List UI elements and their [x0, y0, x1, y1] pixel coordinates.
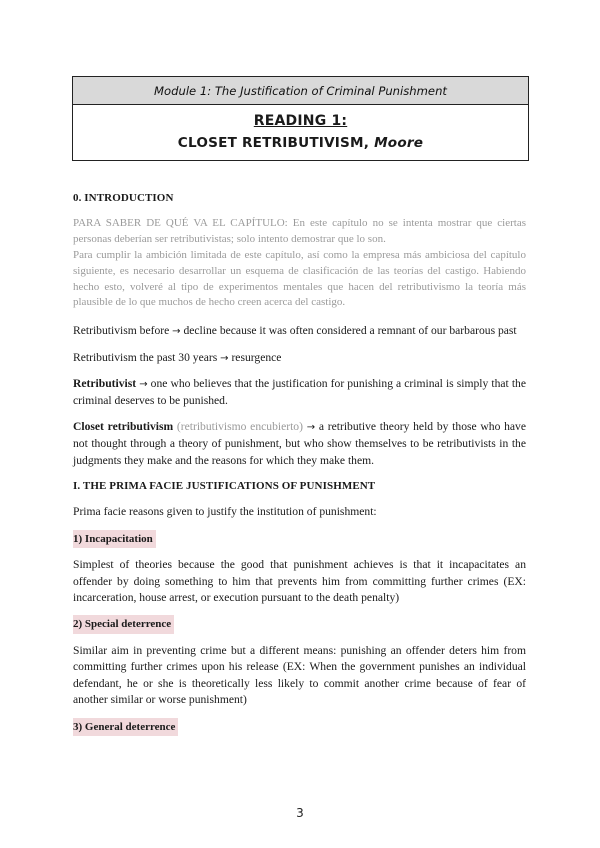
- p1-text-a: Retributivism before: [73, 324, 173, 338]
- paragraph-retributivist-definition: [73, 376, 526, 410]
- reading-header: [73, 105, 528, 160]
- intro-gray-paragraph-1: PARA SABER DE QUÉ VA EL CAPÍTULO: En este capítulo no se intenta mostrar que ciertas personas deberían ser retributivistas; solo intento demostrar que lo son.: [73, 217, 526, 246]
- item-title-incapacitation: 1) Incapacitation: [73, 530, 156, 548]
- item-heading: [73, 718, 526, 736]
- reading-label: READING 1:: [253, 113, 348, 129]
- document-body: [73, 190, 526, 745]
- intro-gray-paragraph-2: Para cumplir la ambición limitada de este capítulo, así como la empresa más ambiciosa del capítulo siguiente, es necesario desarrollar un esquema de clasificación de las teorías del castigo. Habiendo hecho esto, volveré al tipo de experimentos mentales que hacen del retributivismo la teoría más plausible de lo que muchos de hecho creen acerca del castigo.: [73, 249, 526, 309]
- item-text-special-deterrence: Similar aim in preventing crime but a different means: punishing an offender deters him from committing further crimes upon his release (EX: When the government punishes an individual defendant, he or she is theoretically less likely to commit another crime because of fear of another similar or worse punishment): [73, 643, 526, 707]
- paragraph-closet-retributivism: [73, 419, 526, 469]
- item-heading: [73, 530, 526, 548]
- page-number: 3: [296, 806, 304, 820]
- p4-text: a retributive theory held by those who have not thought through a theory of punishment, but who show themselves to be retributivists in the judgments they make and the reasons for which they make them.: [73, 419, 526, 467]
- section1-heading: I. THE PRIMA FACIE JUSTIFICATIONS OF PUNISHMENT: [73, 480, 376, 493]
- reading-title-text: CLOSET RETRIBUTIVISM,: [177, 135, 375, 151]
- intro-heading: 0. INTRODUCTION: [73, 192, 174, 204]
- item-title-general-deterrence: 3) General deterrence: [73, 718, 178, 736]
- item-text-incapacitation: Simplest of theories because the good that punishment achieves is that it incapacitates an offender by doing something to him that prevents him from committing further crimes (EX: incarceration, house arrest, or execution pursuant to the death penalty): [73, 558, 526, 605]
- term-translation: (retributivismo encubierto): [173, 419, 307, 433]
- paragraph-retributivism-before: [73, 323, 526, 340]
- intro-summary: [73, 216, 526, 311]
- paragraph-retributivism-past: [73, 350, 526, 367]
- module-title: Module 1: The Justification of Criminal Punishment: [73, 77, 528, 105]
- term-retributivist: Retributivist: [73, 377, 137, 390]
- arrow-icon: →: [139, 379, 148, 390]
- arrow-icon: →: [172, 326, 181, 338]
- item-heading: [73, 615, 526, 633]
- arrow-icon: →: [306, 421, 316, 433]
- p2-text-a: Retributivism the past 30 years: [73, 350, 221, 364]
- module-header-box: [72, 76, 529, 161]
- section1-lead: Prima facie reasons given to justify the institution of punishment:: [73, 505, 377, 519]
- reading-author: Moore: [374, 135, 424, 151]
- p2-text-b: resurgence: [228, 350, 282, 364]
- p1-text-b: decline because it was often considered a remnant of our barbarous past: [180, 324, 517, 338]
- reading-title: [178, 133, 423, 153]
- p3-text: one who believes that the justification for punishing a criminal is simply that the criminal deserves to be punished.: [73, 377, 527, 408]
- arrow-icon: →: [220, 352, 229, 364]
- term-closet-retributivism: Closet retributivism: [73, 419, 174, 433]
- item-title-special-deterrence: 2) Special deterrence: [73, 615, 174, 633]
